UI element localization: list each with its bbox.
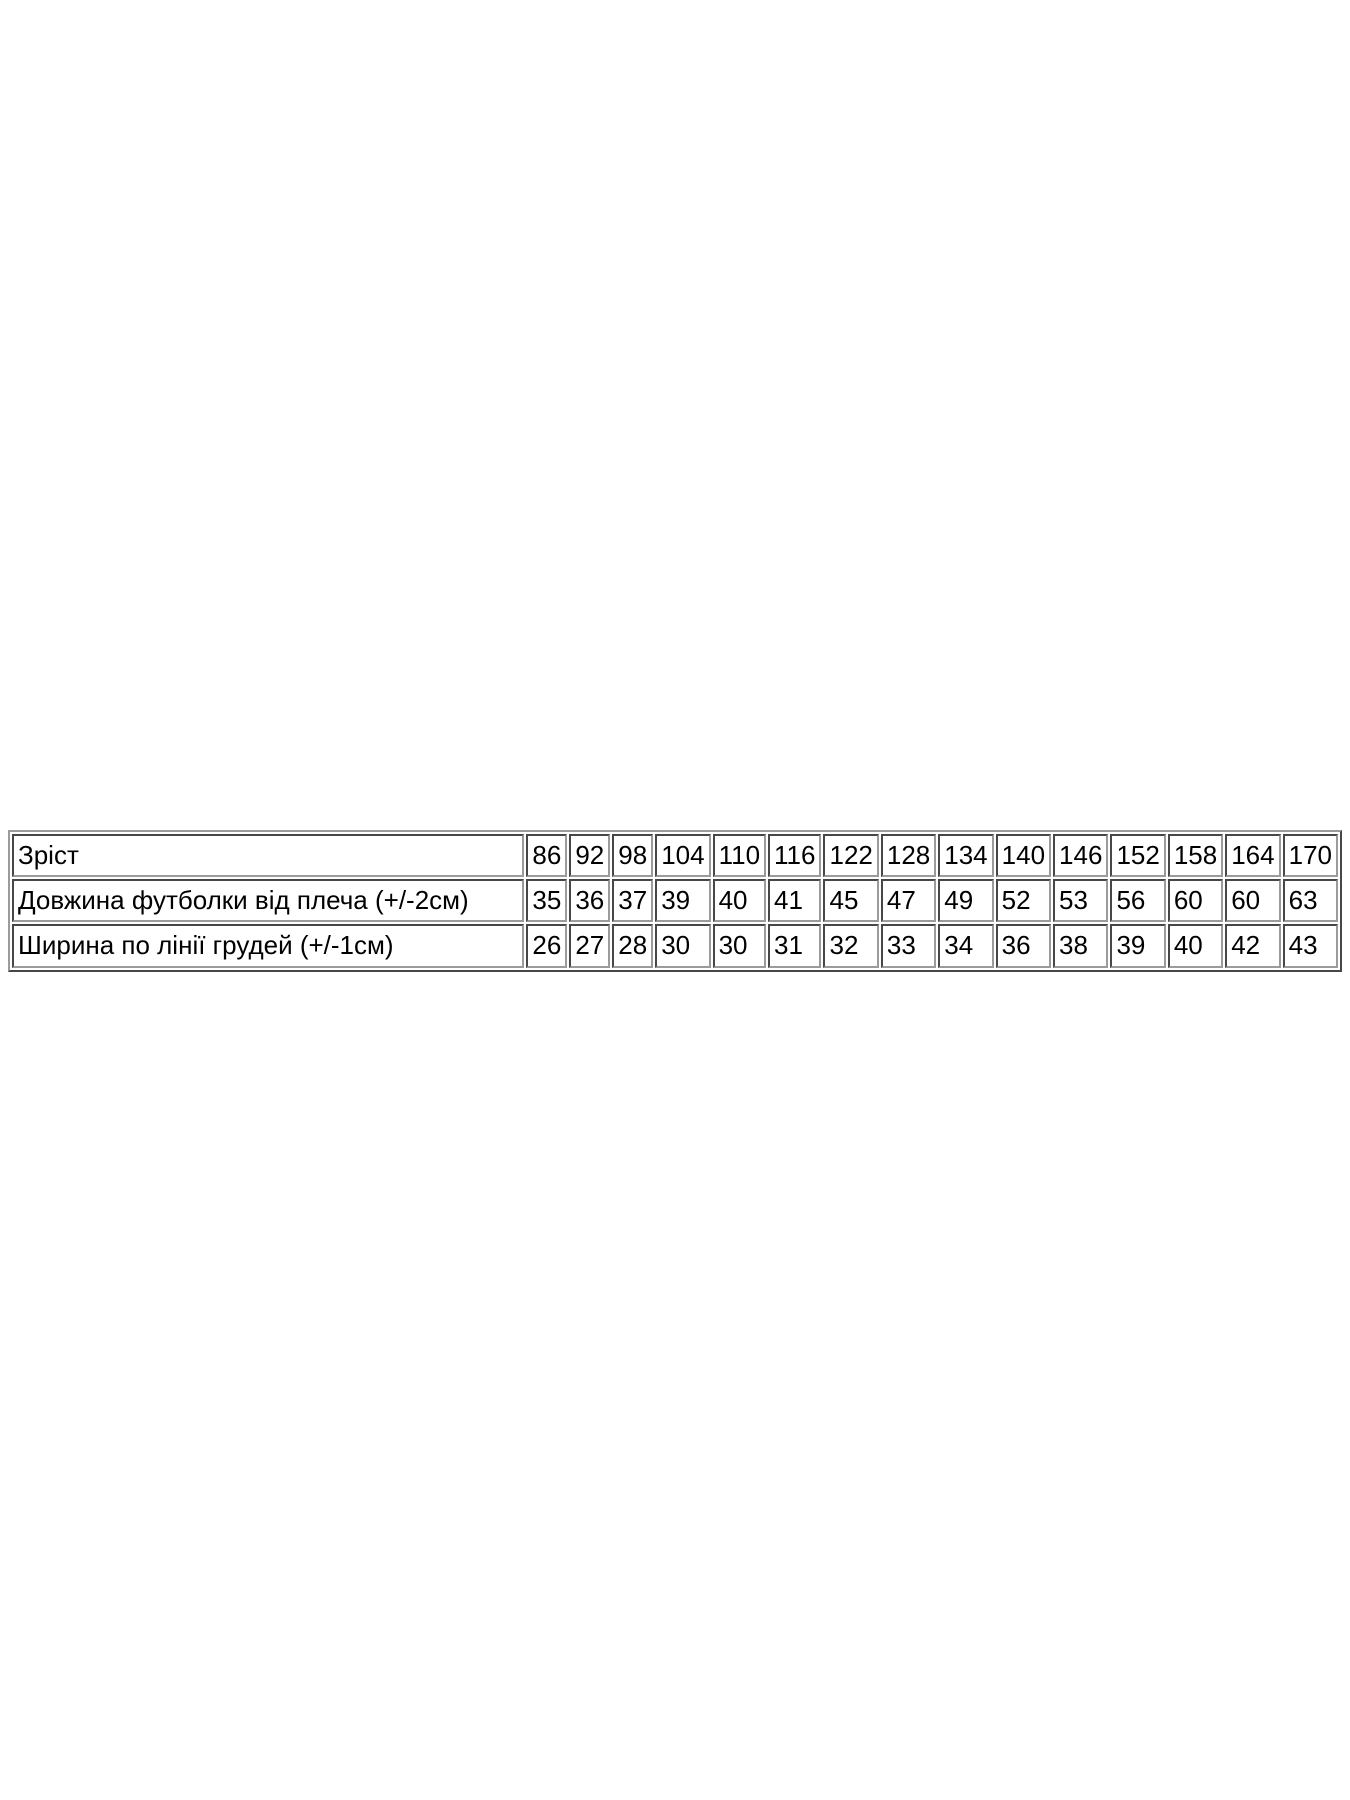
value-cell: 158	[1168, 834, 1223, 877]
value-cell: 36	[996, 924, 1051, 967]
value-cell: 40	[1168, 924, 1223, 967]
value-cell: 146	[1053, 834, 1108, 877]
value-cell: 63	[1283, 879, 1338, 922]
value-cell: 45	[823, 879, 878, 922]
value-cell: 28	[612, 924, 653, 967]
value-cell: 52	[996, 879, 1051, 922]
value-cell: 31	[768, 924, 821, 967]
value-cell: 134	[938, 834, 993, 877]
value-cell: 104	[655, 834, 710, 877]
size-table	[8, 830, 1342, 972]
value-cell: 40	[713, 879, 766, 922]
value-cell: 170	[1283, 834, 1338, 877]
value-cell: 39	[655, 879, 710, 922]
value-cell: 47	[881, 879, 936, 922]
value-cell: 86	[526, 834, 567, 877]
value-cell: 30	[655, 924, 710, 967]
value-cell: 60	[1225, 879, 1280, 922]
value-cell: 128	[881, 834, 936, 877]
table-row	[12, 879, 1338, 922]
value-cell: 37	[612, 879, 653, 922]
value-cell: 53	[1053, 879, 1108, 922]
value-cell: 34	[938, 924, 993, 967]
value-cell: 38	[1053, 924, 1108, 967]
value-cell: 60	[1168, 879, 1223, 922]
value-cell: 110	[713, 834, 766, 877]
table-row	[12, 834, 1338, 877]
value-cell: 98	[612, 834, 653, 877]
value-cell: 43	[1283, 924, 1338, 967]
value-cell: 140	[996, 834, 1051, 877]
value-cell: 122	[823, 834, 878, 877]
value-cell: 42	[1225, 924, 1280, 967]
value-cell: 26	[526, 924, 567, 967]
row-label: Ширина по лінії грудей (+/-1см)	[12, 924, 524, 967]
value-cell: 116	[768, 834, 821, 877]
size-table-body	[12, 834, 1338, 968]
value-cell: 30	[713, 924, 766, 967]
value-cell: 92	[569, 834, 610, 877]
table-row	[12, 924, 1338, 967]
value-cell: 41	[768, 879, 821, 922]
value-cell: 35	[526, 879, 567, 922]
value-cell: 32	[823, 924, 878, 967]
value-cell: 152	[1110, 834, 1165, 877]
value-cell: 33	[881, 924, 936, 967]
row-label: Довжина футболки від плеча (+/-2см)	[12, 879, 524, 922]
value-cell: 39	[1110, 924, 1165, 967]
value-cell: 164	[1225, 834, 1280, 877]
value-cell: 56	[1110, 879, 1165, 922]
row-label: Зріст	[12, 834, 524, 877]
value-cell: 27	[569, 924, 610, 967]
value-cell: 36	[569, 879, 610, 922]
value-cell: 49	[938, 879, 993, 922]
